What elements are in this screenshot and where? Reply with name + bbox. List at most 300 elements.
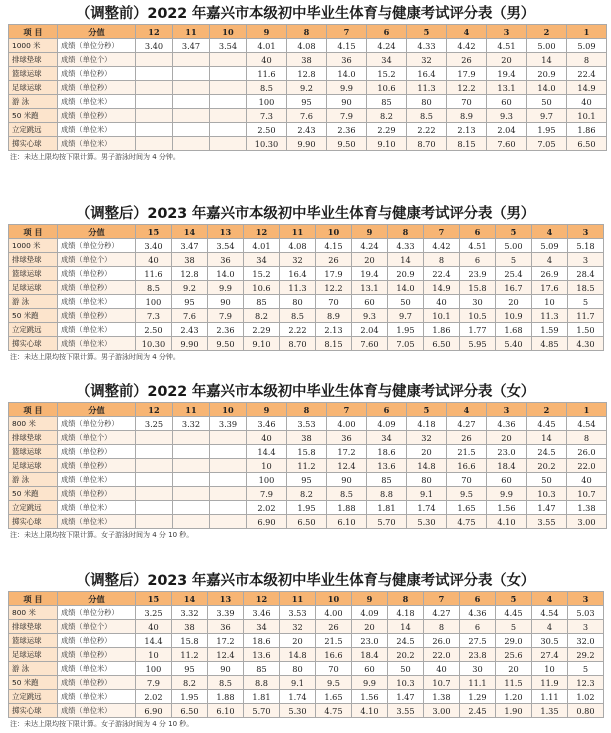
score-cell: 2.43 bbox=[287, 123, 327, 137]
score-cell: 9.2 bbox=[287, 81, 327, 95]
score-cell: 20 bbox=[352, 620, 388, 634]
row-item-name: 篮球运球 bbox=[9, 634, 58, 648]
score-cell: 14.4 bbox=[247, 445, 287, 459]
score-cell: 90 bbox=[327, 473, 367, 487]
score-cell: 8.15 bbox=[447, 137, 487, 151]
score-cell: 2.45 bbox=[460, 704, 496, 718]
row-item-name: 排球垫球 bbox=[9, 620, 58, 634]
score-cell: 2.04 bbox=[352, 323, 388, 337]
score-cell bbox=[136, 137, 173, 151]
table-title: （调整前）2022 年嘉兴市本级初中毕业生体育与健康考试评分表（男） bbox=[75, 6, 536, 22]
score-cell: 7.6 bbox=[172, 309, 208, 323]
score-cell: 23.9 bbox=[460, 267, 496, 281]
table-title: （调整前）2022 年嘉兴市本级初中毕业生体育与健康考试评分表（女） bbox=[75, 384, 536, 400]
score-cell: 70 bbox=[447, 95, 487, 109]
score-cell: 14 bbox=[527, 53, 567, 67]
score-cell: 1.29 bbox=[460, 690, 496, 704]
score-cell: 4.15 bbox=[316, 239, 352, 253]
row-unit: 成绩（单位个） bbox=[58, 431, 136, 445]
score-cell: 12.4 bbox=[208, 648, 244, 662]
score-cell: 1.81 bbox=[244, 690, 280, 704]
score-cell: 4 bbox=[532, 253, 568, 267]
header-point: 5 bbox=[496, 225, 532, 239]
score-cell: 27.5 bbox=[460, 634, 496, 648]
row-unit: 成绩（单位秒） bbox=[58, 634, 136, 648]
table-row bbox=[9, 431, 607, 445]
table-row bbox=[9, 137, 607, 151]
score-cell: 1.65 bbox=[316, 690, 352, 704]
score-cell bbox=[173, 81, 210, 95]
header-point: 6 bbox=[367, 25, 407, 39]
score-cell: 3.00 bbox=[424, 704, 460, 718]
row-unit: 成绩（单位米） bbox=[58, 501, 136, 515]
score-cell: 20.9 bbox=[527, 67, 567, 81]
table-note: 注：未达上限均按下限计算。男子游泳时间为 4 分钟。 bbox=[10, 353, 180, 361]
score-cell: 100 bbox=[247, 473, 287, 487]
header-point: 11 bbox=[173, 403, 210, 417]
score-cell: 20 bbox=[487, 53, 527, 67]
score-cell bbox=[210, 137, 247, 151]
row-unit: 成绩（单位个） bbox=[58, 620, 136, 634]
score-cell: 1.11 bbox=[532, 690, 568, 704]
score-cell: 6 bbox=[460, 253, 496, 267]
score-cell: 3.54 bbox=[210, 39, 247, 53]
score-cell: 2.50 bbox=[247, 123, 287, 137]
score-cell: 1.88 bbox=[208, 690, 244, 704]
header-point: 10 bbox=[210, 25, 247, 39]
score-cell: 26 bbox=[447, 53, 487, 67]
table-row bbox=[9, 239, 604, 253]
score-cell: 26 bbox=[316, 253, 352, 267]
row-unit: 成绩（单位米） bbox=[58, 515, 136, 529]
score-cell bbox=[173, 137, 210, 151]
header-row bbox=[9, 25, 607, 39]
score-cell: 8.8 bbox=[367, 487, 407, 501]
score-cell bbox=[136, 81, 173, 95]
score-cell: 4.85 bbox=[532, 337, 568, 351]
row-unit: 成绩（单位秒） bbox=[58, 445, 136, 459]
row-unit: 成绩（单位分秒） bbox=[58, 239, 136, 253]
header-point: 5 bbox=[407, 25, 447, 39]
header-point: 8 bbox=[287, 403, 327, 417]
score-cell: 2.13 bbox=[316, 323, 352, 337]
header-point: 3 bbox=[487, 25, 527, 39]
score-cell: 2.50 bbox=[136, 323, 172, 337]
score-cell bbox=[210, 81, 247, 95]
score-cell: 20 bbox=[496, 662, 532, 676]
header-point: 14 bbox=[172, 592, 208, 606]
score-cell: 10 bbox=[136, 648, 172, 662]
score-cell: 25.4 bbox=[496, 267, 532, 281]
score-cell: 8 bbox=[424, 620, 460, 634]
row-unit: 成绩（单位秒） bbox=[58, 487, 136, 501]
score-cell: 4 bbox=[532, 620, 568, 634]
score-cell: 12.4 bbox=[327, 459, 367, 473]
score-cell: 14.0 bbox=[208, 267, 244, 281]
table-row bbox=[9, 515, 607, 529]
row-unit: 成绩（单位秒） bbox=[58, 81, 136, 95]
score-cell: 2.02 bbox=[136, 690, 172, 704]
score-cell: 10.1 bbox=[424, 309, 460, 323]
score-cell: 6.10 bbox=[208, 704, 244, 718]
score-cell: 32.0 bbox=[568, 634, 604, 648]
header-point: 1 bbox=[567, 25, 607, 39]
score-cell: 1.56 bbox=[487, 501, 527, 515]
table-row bbox=[9, 417, 607, 431]
score-cell: 1.95 bbox=[287, 501, 327, 515]
score-cell: 8.2 bbox=[244, 309, 280, 323]
score-cell bbox=[173, 95, 210, 109]
score-cell: 3.53 bbox=[287, 417, 327, 431]
row-item-name: 50 米跑 bbox=[9, 309, 58, 323]
score-cell: 100 bbox=[247, 95, 287, 109]
score-cell: 1.81 bbox=[367, 501, 407, 515]
table-row bbox=[9, 81, 607, 95]
score-cell: 9.9 bbox=[208, 281, 244, 295]
header-point: 13 bbox=[208, 225, 244, 239]
score-cell: 20.2 bbox=[527, 459, 567, 473]
row-item-name: 篮球运球 bbox=[9, 445, 58, 459]
score-cell: 4.27 bbox=[424, 606, 460, 620]
score-cell: 29.0 bbox=[496, 634, 532, 648]
table-body bbox=[9, 417, 607, 529]
score-cell bbox=[173, 67, 210, 81]
score-cell: 4.27 bbox=[447, 417, 487, 431]
row-unit: 成绩（单位米） bbox=[58, 95, 136, 109]
score-cell: 50 bbox=[527, 473, 567, 487]
score-cell bbox=[136, 515, 173, 529]
score-cell: 18.4 bbox=[352, 648, 388, 662]
score-cell bbox=[173, 459, 210, 473]
score-cell: 2.22 bbox=[280, 323, 316, 337]
score-cell: 32 bbox=[280, 620, 316, 634]
score-cell: 9.1 bbox=[280, 676, 316, 690]
score-cell: 9.10 bbox=[244, 337, 280, 351]
score-cell: 23.8 bbox=[460, 648, 496, 662]
score-cell: 1.38 bbox=[424, 690, 460, 704]
row-item-name: 游 泳 bbox=[9, 295, 58, 309]
score-cell: 40 bbox=[136, 253, 172, 267]
score-cell: 8 bbox=[567, 431, 607, 445]
score-cell: 20 bbox=[280, 634, 316, 648]
score-cell: 7.9 bbox=[327, 109, 367, 123]
score-cell bbox=[210, 459, 247, 473]
table-body bbox=[9, 606, 604, 718]
header-score: 分值 bbox=[58, 25, 136, 39]
score-cell: 4.75 bbox=[316, 704, 352, 718]
score-cell: 8.9 bbox=[316, 309, 352, 323]
score-cell: 11.7 bbox=[568, 309, 604, 323]
row-item-name: 足球运球 bbox=[9, 648, 58, 662]
score-cell bbox=[173, 109, 210, 123]
row-unit: 成绩（单位米） bbox=[58, 473, 136, 487]
score-cell: 11.3 bbox=[407, 81, 447, 95]
score-cell: 90 bbox=[327, 95, 367, 109]
score-cell: 17.2 bbox=[327, 445, 367, 459]
score-cell: 16.4 bbox=[407, 67, 447, 81]
score-cell: 23.0 bbox=[487, 445, 527, 459]
score-cell: 13.6 bbox=[367, 459, 407, 473]
score-cell: 5.95 bbox=[460, 337, 496, 351]
table-body bbox=[9, 39, 607, 151]
score-cell: 8 bbox=[567, 53, 607, 67]
score-cell: 40 bbox=[567, 95, 607, 109]
score-cell: 3.46 bbox=[247, 417, 287, 431]
score-cell: 17.9 bbox=[447, 67, 487, 81]
score-cell: 80 bbox=[280, 662, 316, 676]
score-cell: 3.40 bbox=[136, 39, 173, 53]
score-cell: 9.1 bbox=[407, 487, 447, 501]
header-point: 12 bbox=[244, 225, 280, 239]
score-cell: 8.5 bbox=[407, 109, 447, 123]
table-row bbox=[9, 704, 604, 718]
score-cell: 14.0 bbox=[388, 281, 424, 295]
score-cell: 4.54 bbox=[567, 417, 607, 431]
score-cell: 90 bbox=[208, 295, 244, 309]
score-cell: 4.01 bbox=[247, 39, 287, 53]
score-cell: 5.18 bbox=[568, 239, 604, 253]
table-section-female-2022 bbox=[8, 382, 603, 541]
score-cell: 80 bbox=[280, 295, 316, 309]
header-point: 1 bbox=[567, 403, 607, 417]
score-cell: 40 bbox=[247, 53, 287, 67]
score-cell: 26.0 bbox=[424, 634, 460, 648]
score-cell: 20.9 bbox=[388, 267, 424, 281]
row-unit: 成绩（单位分秒） bbox=[58, 417, 136, 431]
row-unit: 成绩（单位米） bbox=[58, 295, 136, 309]
score-cell: 12.2 bbox=[447, 81, 487, 95]
score-cell bbox=[136, 473, 173, 487]
score-cell: 9.2 bbox=[172, 281, 208, 295]
score-cell bbox=[136, 123, 173, 137]
score-cell: 25.6 bbox=[496, 648, 532, 662]
header-point: 8 bbox=[388, 225, 424, 239]
row-unit: 成绩（单位秒） bbox=[58, 459, 136, 473]
score-cell: 90 bbox=[208, 662, 244, 676]
score-cell: 10.1 bbox=[567, 109, 607, 123]
header-point: 10 bbox=[210, 403, 247, 417]
score-cell bbox=[210, 67, 247, 81]
score-cell: 4.51 bbox=[460, 239, 496, 253]
score-cell: 26.0 bbox=[567, 445, 607, 459]
header-score: 分值 bbox=[58, 403, 136, 417]
row-unit: 成绩（单位秒） bbox=[58, 648, 136, 662]
score-cell: 4.42 bbox=[424, 239, 460, 253]
table-row bbox=[9, 295, 604, 309]
score-cell: 2.02 bbox=[247, 501, 287, 515]
header-point: 8 bbox=[287, 25, 327, 39]
score-cell: 4.54 bbox=[532, 606, 568, 620]
score-cell: 5 bbox=[496, 620, 532, 634]
score-cell: 4.18 bbox=[388, 606, 424, 620]
row-item-name: 足球运球 bbox=[9, 459, 58, 473]
score-cell: 3.39 bbox=[210, 417, 247, 431]
table-row bbox=[9, 690, 604, 704]
score-cell: 70 bbox=[447, 473, 487, 487]
score-cell: 18.6 bbox=[367, 445, 407, 459]
score-cell: 3.39 bbox=[208, 606, 244, 620]
row-item-name: 足球运球 bbox=[9, 281, 58, 295]
score-cell: 5.30 bbox=[280, 704, 316, 718]
score-cell: 9.50 bbox=[208, 337, 244, 351]
score-cell: 12.3 bbox=[568, 676, 604, 690]
table-row bbox=[9, 487, 607, 501]
header-point: 15 bbox=[136, 225, 172, 239]
score-table bbox=[8, 402, 607, 529]
score-cell: 16.6 bbox=[316, 648, 352, 662]
header-point: 7 bbox=[327, 25, 367, 39]
score-cell: 7.60 bbox=[352, 337, 388, 351]
score-cell: 36 bbox=[208, 253, 244, 267]
score-cell: 34 bbox=[244, 253, 280, 267]
score-cell: 18.5 bbox=[568, 281, 604, 295]
header-point: 15 bbox=[136, 592, 172, 606]
score-cell: 34 bbox=[367, 431, 407, 445]
score-cell: 6.50 bbox=[287, 515, 327, 529]
score-cell: 1.65 bbox=[447, 501, 487, 515]
header-point: 10 bbox=[316, 225, 352, 239]
score-cell: 15.8 bbox=[287, 445, 327, 459]
table-body bbox=[9, 239, 604, 351]
score-cell: 2.36 bbox=[327, 123, 367, 137]
score-cell: 4.45 bbox=[527, 417, 567, 431]
header-point: 6 bbox=[367, 403, 407, 417]
score-cell: 8.15 bbox=[316, 337, 352, 351]
score-cell: 1.68 bbox=[496, 323, 532, 337]
score-cell: 14 bbox=[527, 431, 567, 445]
row-item-name: 排球垫球 bbox=[9, 431, 58, 445]
row-unit: 成绩（单位个） bbox=[58, 53, 136, 67]
score-cell bbox=[136, 487, 173, 501]
score-cell: 9.90 bbox=[172, 337, 208, 351]
score-cell: 2.43 bbox=[172, 323, 208, 337]
score-cell: 3.40 bbox=[136, 239, 172, 253]
score-cell: 50 bbox=[527, 95, 567, 109]
score-cell: 6 bbox=[460, 620, 496, 634]
score-cell: 4.18 bbox=[407, 417, 447, 431]
score-table bbox=[8, 24, 607, 151]
header-item: 项 目 bbox=[9, 225, 58, 239]
score-cell: 21.5 bbox=[447, 445, 487, 459]
score-cell: 6.90 bbox=[247, 515, 287, 529]
score-cell: 40 bbox=[136, 620, 172, 634]
score-cell: 40 bbox=[424, 295, 460, 309]
row-unit: 成绩（单位米） bbox=[58, 704, 136, 718]
score-cell: 9.90 bbox=[287, 137, 327, 151]
table-row bbox=[9, 676, 604, 690]
table-row bbox=[9, 123, 607, 137]
score-cell: 8.5 bbox=[280, 309, 316, 323]
score-cell bbox=[173, 515, 210, 529]
score-cell: 3 bbox=[568, 253, 604, 267]
score-cell: 1.35 bbox=[532, 704, 568, 718]
header-point: 2 bbox=[527, 403, 567, 417]
score-cell: 5.00 bbox=[527, 39, 567, 53]
header-point: 6 bbox=[460, 225, 496, 239]
score-cell bbox=[136, 53, 173, 67]
header-point: 4 bbox=[532, 225, 568, 239]
score-cell: 1.74 bbox=[280, 690, 316, 704]
score-cell: 10 bbox=[247, 459, 287, 473]
score-cell: 5.30 bbox=[407, 515, 447, 529]
score-cell: 8.70 bbox=[280, 337, 316, 351]
score-cell: 2.04 bbox=[487, 123, 527, 137]
row-unit: 成绩（单位米） bbox=[58, 137, 136, 151]
score-cell: 8.5 bbox=[208, 676, 244, 690]
score-cell: 4.01 bbox=[244, 239, 280, 253]
score-cell: 3.32 bbox=[173, 417, 210, 431]
score-cell: 85 bbox=[367, 95, 407, 109]
score-cell: 4.00 bbox=[327, 417, 367, 431]
score-cell: 10 bbox=[532, 295, 568, 309]
score-cell: 18.4 bbox=[487, 459, 527, 473]
header-point: 10 bbox=[316, 592, 352, 606]
header-point: 13 bbox=[208, 592, 244, 606]
table-row bbox=[9, 648, 604, 662]
score-cell: 15.8 bbox=[460, 281, 496, 295]
row-item-name: 立定跳远 bbox=[9, 690, 58, 704]
score-cell: 16.7 bbox=[496, 281, 532, 295]
score-cell: 5.03 bbox=[568, 606, 604, 620]
score-cell: 7.9 bbox=[247, 487, 287, 501]
score-cell: 5 bbox=[568, 295, 604, 309]
score-cell: 11.3 bbox=[532, 309, 568, 323]
score-cell: 26.9 bbox=[532, 267, 568, 281]
score-cell: 17.6 bbox=[532, 281, 568, 295]
header-score: 分值 bbox=[58, 225, 136, 239]
score-cell: 8.5 bbox=[136, 281, 172, 295]
score-cell: 26 bbox=[316, 620, 352, 634]
header-point: 9 bbox=[247, 25, 287, 39]
score-cell: 6.90 bbox=[136, 704, 172, 718]
row-item-name: 掷实心球 bbox=[9, 337, 58, 351]
score-cell: 40 bbox=[424, 662, 460, 676]
score-cell: 20.2 bbox=[388, 648, 424, 662]
header-point: 12 bbox=[244, 592, 280, 606]
score-cell: 4.36 bbox=[460, 606, 496, 620]
score-cell: 10.7 bbox=[567, 487, 607, 501]
score-cell: 12.8 bbox=[172, 267, 208, 281]
row-item-name: 800 米 bbox=[9, 606, 58, 620]
header-row bbox=[9, 592, 604, 606]
table-row bbox=[9, 445, 607, 459]
header-point: 5 bbox=[496, 592, 532, 606]
table-row bbox=[9, 473, 607, 487]
header-point: 3 bbox=[568, 592, 604, 606]
score-cell: 10.7 bbox=[424, 676, 460, 690]
score-table bbox=[8, 224, 604, 351]
score-cell: 12.2 bbox=[316, 281, 352, 295]
header-row bbox=[9, 225, 604, 239]
score-cell: 3.25 bbox=[136, 606, 172, 620]
row-item-name: 1000 米 bbox=[9, 39, 58, 53]
table-section-male-2023 bbox=[8, 204, 603, 363]
score-cell: 4.45 bbox=[496, 606, 532, 620]
score-cell: 100 bbox=[136, 662, 172, 676]
score-cell: 85 bbox=[244, 295, 280, 309]
score-cell: 1.86 bbox=[424, 323, 460, 337]
score-cell: 9.5 bbox=[447, 487, 487, 501]
score-cell: 60 bbox=[352, 295, 388, 309]
score-cell: 10 bbox=[532, 662, 568, 676]
score-cell: 10.5 bbox=[460, 309, 496, 323]
score-cell: 3.54 bbox=[208, 239, 244, 253]
header-point: 9 bbox=[352, 592, 388, 606]
score-cell: 5 bbox=[568, 662, 604, 676]
row-unit: 成绩（单位米） bbox=[58, 337, 136, 351]
header-point: 7 bbox=[424, 225, 460, 239]
score-cell: 10.3 bbox=[388, 676, 424, 690]
